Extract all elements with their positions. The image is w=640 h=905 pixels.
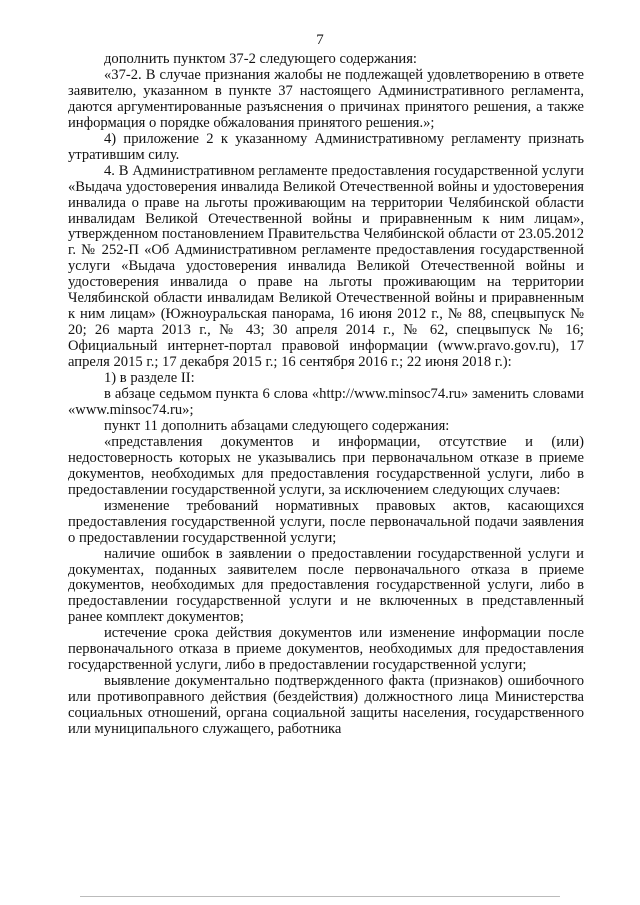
page-number: 7 [316, 32, 324, 48]
paragraph-2: «37-2. В случае признания жалобы не подлежащей удовлетворению в ответе заявителю, указанном в пункте 37 настоящего Административного регламента, даются аргументированные разъяснения о причинах принятого решения, а также информация о порядке обжалования принятого решения.»; [68, 66, 584, 131]
paragraph-6: в абзаце седьмом пункта 6 слова «http://www.minsoc74.ru» заменить словами «www.minsoc74.ru»; [68, 386, 584, 418]
document-body [68, 52, 584, 738]
paragraph-3: 4) приложение 2 к указанному Административному регламенту признать утратившим силу. [68, 130, 584, 163]
bottom-edge-rule [80, 896, 560, 897]
paragraph-9: изменение требований нормативных правовых актов, касающихся предоставления государственной услуги, после первоначальной подачи заявления о предоставлении государственной услуги; [68, 497, 584, 546]
paragraph-8: «представления документов и информации, отсутствие и (или) недостоверность которых не указывались при первоначальном отказе в приеме документов, необходимых для предоставления государственной услуги, либо в предоставлении государственной услуги, за исключением следующих случаев: [68, 433, 584, 498]
paragraph-12: выявление документально подтвержденного факта (признаков) ошибочного или противоправного действия (бездействия) должностного лица Министерства социальных отношений, органа социальной защиты населения, государственного или муниципального служащего, работника [68, 673, 584, 738]
paragraph-10: наличие ошибок в заявлении о предоставлении государственной услуги и документах, поданных заявителем после первоначального отказа в приеме документов, необходимых для предоставления государственной услуги, либо в предоставлении государственной услуги и не включенных в представленный ранее комплект документов; [68, 545, 584, 626]
paragraph-7: пункт 11 дополнить абзацами следующего содержания: [104, 417, 450, 434]
paragraph-1: дополнить пунктом 37-2 следующего содержания: [104, 51, 417, 67]
paragraph-11: истечение срока действия документов или изменение информации после первоначального отказа в приеме документов, необходимых для предоставления государственной услуги, либо в предоставлении государственной услуги; [68, 625, 584, 674]
paragraph-4: 4. В Административном регламенте предоставления государственной услуги «Выдача удостоверения инвалида Великой Отечественной войны и удостоверения инвалида о праве на льготы проживающим на территории Челябинской области инвалидам Великой Отечественной войны и приравненным к ним лицам», утвержденном постановлением Правительства Челябинской области от 23.05.2012 г. № 252-П «Об Административном регламенте предоставления государственной услуги «Выдача удостоверения инвалида Великой Отечественной войны и удостоверения инвалида о праве на льготы проживающим на территории Челябинской области инвалидам Великой Отечественной войны и приравненным к ним лицам» (Южноуральская панорама, 16 июня 2012 г., № 88, спецвыпуск № 20; 26 марта 2013 г., № 43; 30 апреля 2014 г., № 62, спецвыпуск № 16; Официальный интернет-портал правовой информации (www.pravo.gov.ru), 17 апреля 2015 г.; 17 декабря 2015 г.; 16 сентября 2016 г.; 22 июня 2018 г.): [68, 162, 584, 371]
paragraph-5: 1) в разделе II: [104, 370, 195, 387]
